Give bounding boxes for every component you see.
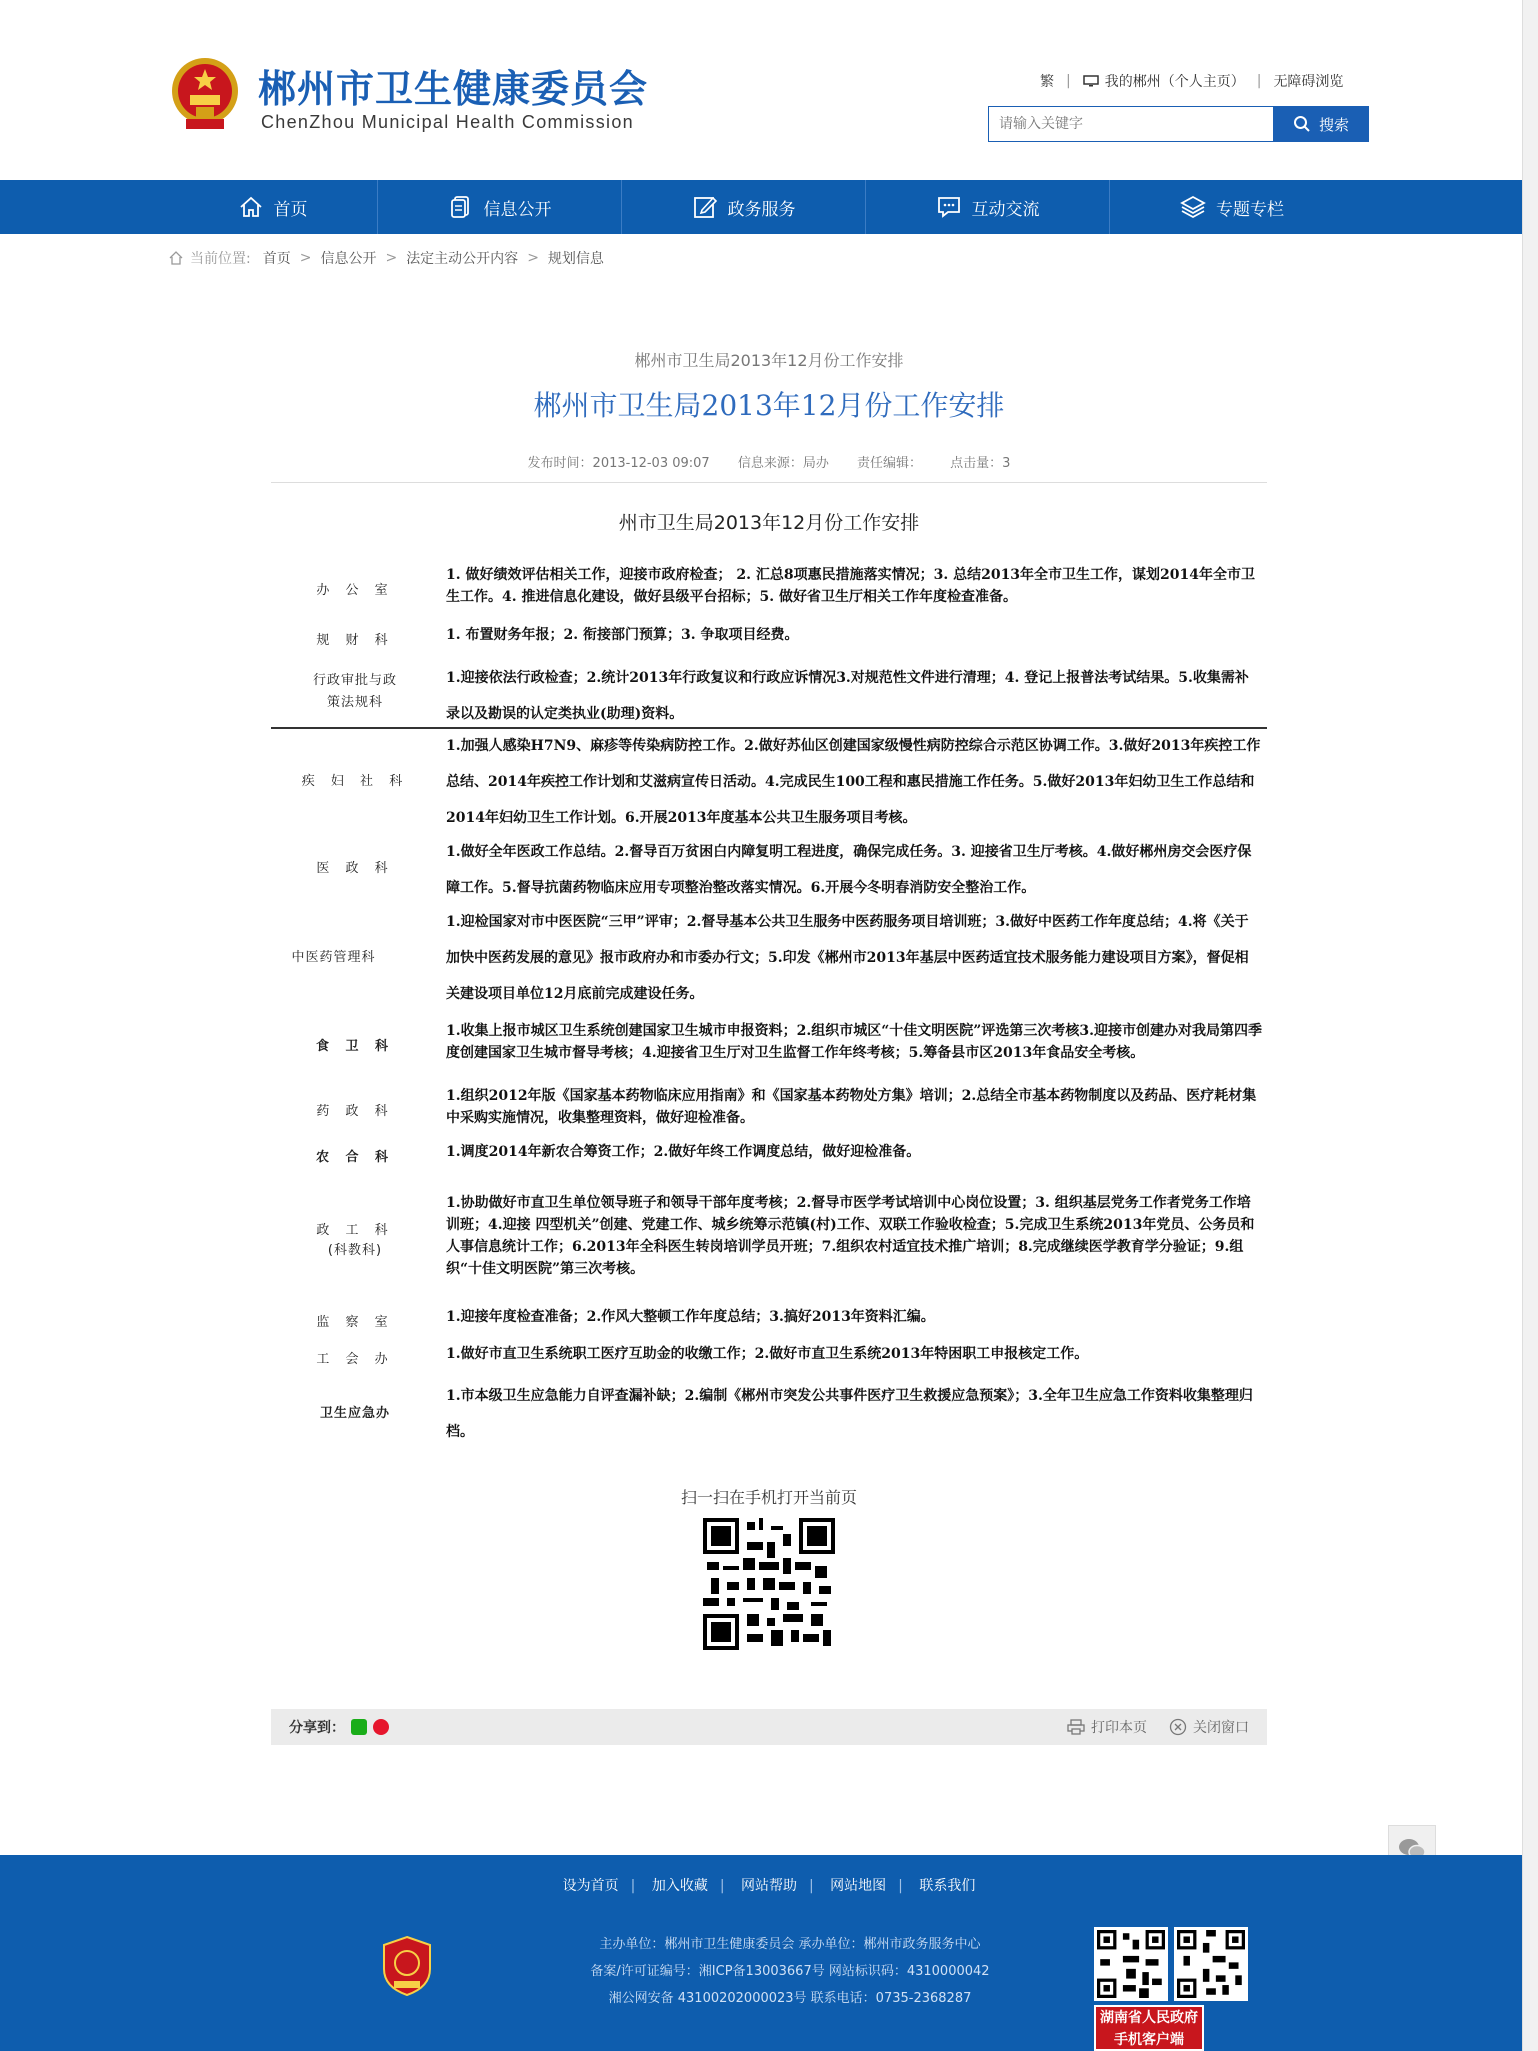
close-window-button[interactable] bbox=[1169, 1717, 1249, 1737]
my-page-link[interactable]: 我的郴州（个人主页） bbox=[1104, 74, 1245, 90]
breadcrumb-label: 当前位置: bbox=[190, 251, 251, 267]
dept-label: 医 政 科 bbox=[316, 861, 394, 876]
qr-code-icon bbox=[703, 1518, 835, 1650]
breadcrumb-item[interactable]: 信息公开 bbox=[320, 251, 377, 267]
nav-label: 政务服务 bbox=[727, 199, 796, 220]
footer-link[interactable]: 网站帮助 bbox=[741, 1878, 797, 1894]
national-emblem-icon bbox=[168, 55, 242, 135]
footer-info bbox=[530, 1931, 1050, 2012]
close-label: 关闭窗口 bbox=[1193, 1720, 1249, 1736]
footer-link[interactable]: 联系我们 bbox=[919, 1878, 976, 1894]
dept-label: 药 政 科 bbox=[316, 1104, 394, 1119]
dept-label: 卫生应急办 bbox=[319, 1406, 390, 1421]
breadcrumb-item[interactable]: 法定主动公开内容 bbox=[406, 251, 519, 267]
top-links bbox=[1040, 70, 1370, 92]
task-text: 1.调度2014年新农合筹资工作；2.做好年终工作调度总结，做好迎检准备。 bbox=[446, 1144, 921, 1160]
chevron-right-icon: > bbox=[527, 250, 539, 266]
dept-label: 行政审批与政策法规科 bbox=[312, 673, 397, 710]
site-name: 郴州市卫生健康委员会 bbox=[258, 67, 649, 111]
nav-label: 信息公开 bbox=[483, 199, 552, 220]
share-actions bbox=[1067, 1717, 1249, 1737]
nav-item-interaction[interactable] bbox=[866, 180, 1110, 234]
document-icon bbox=[448, 194, 474, 220]
task-text: 1.迎检国家对市中医医院“三甲”评审；2.督导基本公共卫生服务中医药服务项目培训班；3.做好中医药工作年度总结；4.将《关于加快中医药发展的意见》报市政府办和市委办行文；5.印发《郴州市2013年基层中医药适宜技术服务能力建设项目方案》，督促相关建设项目单位12月底前完成建设任务。 bbox=[446, 914, 1249, 1002]
footer-link[interactable]: 加入收藏 bbox=[651, 1878, 708, 1894]
qr-caption: 扫一扫在手机打开当前页 bbox=[680, 1488, 857, 1507]
nav-item-topics[interactable] bbox=[1110, 180, 1354, 234]
print-button[interactable] bbox=[1067, 1717, 1147, 1737]
traditional-chinese-link[interactable]: 繁 bbox=[1040, 74, 1054, 90]
wechat-icon[interactable] bbox=[351, 1719, 367, 1735]
footer-link[interactable]: 网站地图 bbox=[830, 1878, 887, 1894]
search-input[interactable] bbox=[988, 106, 1274, 142]
chevron-right-icon: > bbox=[385, 250, 398, 266]
edit-icon bbox=[692, 194, 718, 220]
layers-icon bbox=[1180, 194, 1206, 220]
footer-icp: 备案/许可证编号：湘ICP备13003667号 网站标识码：4310000042 bbox=[590, 1964, 990, 1979]
nav-item-home[interactable] bbox=[168, 180, 378, 234]
article-sub-title: 郴州市卫生局2013年12月份工作安排 bbox=[634, 351, 904, 370]
home-icon bbox=[238, 194, 264, 220]
nav-item-services[interactable] bbox=[622, 180, 866, 234]
weibo-icon[interactable] bbox=[373, 1719, 389, 1735]
separator: | bbox=[1066, 73, 1071, 89]
publish-time: 发布时间：2013-12-03 09:07 bbox=[527, 456, 710, 471]
task-text: 1.市本级卫生应急能力自评查漏补缺；2.编制《郴州市突发公共事件医疗卫生救援应急预案》；3.全年卫生应急工作资料收集整理归档。 bbox=[446, 1388, 1253, 1440]
nav-label: 互动交流 bbox=[971, 199, 1040, 220]
main-nav bbox=[0, 180, 1522, 234]
footer-police: 湘公网安备 43100202000023号 联系电话：0735-2368287 bbox=[608, 1991, 972, 2006]
dept-label: 规 财 科 bbox=[316, 633, 394, 648]
qr-code-icon bbox=[1094, 1927, 1168, 2001]
task-text: 1.组织2012年版《国家基本药物临床应用指南》和《国家基本药物处方集》培训；2.总结全市基本药物制度以及药品、医疗耗材集中采购实施情况，收集整理资料，做好迎检准备。 bbox=[446, 1088, 1257, 1126]
separator: | bbox=[1256, 73, 1262, 89]
task-text: 1.加强人感染H7N9、麻疹等传染病防控工作。2.做好苏仙区创建国家级慢性病防控综合示范区协调工作。3.做好2013年疾控工作总结、2014年疾控工作计划和艾滋病宣传日活动。4.完成民生100工程和惠民措施工作任务。5.做好2013年妇幼卫生工作总结和2014年妇幼卫生工作计划。6.开展2013年度基本公共卫生服务项目考核。 bbox=[446, 738, 1261, 826]
search-icon bbox=[1293, 115, 1311, 133]
nav-item-info[interactable] bbox=[378, 180, 622, 234]
monitor-icon bbox=[1083, 75, 1099, 87]
dept-label: 农 合 科 bbox=[315, 1150, 395, 1165]
dept-label: 食 卫 科 bbox=[315, 1039, 395, 1054]
article-title: 郴州市卫生局2013年12月份工作安排 bbox=[533, 389, 1005, 422]
task-text: 1.收集上报市城区卫生系统创建国家卫生城市申报资料；2.组织市城区“十佳文明医院”评选第三次考核3.迎接市创建办对我局第四季度创建国家卫生城市督导考核；4.迎接省卫生厅对卫生监督工作年终考核；5.筹备县市区2013年食品安全考核。 bbox=[446, 1023, 1262, 1061]
editor: 责任编辑： bbox=[857, 456, 923, 471]
dept-label: 工 会 办 bbox=[316, 1352, 394, 1367]
task-text: 1.迎接依法行政检查；2.统计2013年行政复议和行政应诉情况3.对规范性文件进行清理；4. 登记上报普法考试结果。5.收集需补录以及勘误的认定类执业(助理)资料。 bbox=[446, 670, 1249, 722]
dept-label: 疾 妇 社 科 bbox=[301, 774, 409, 789]
party-government-badge-icon[interactable] bbox=[380, 1935, 434, 1997]
search-button[interactable] bbox=[1273, 106, 1369, 142]
info-source: 信息来源：局办 bbox=[737, 456, 829, 471]
task-text: 1.做好市直卫生系统职工医疗互助金的收缴工作；2.做好市直卫生系统2013年特困职工申报核定工作。 bbox=[446, 1346, 1089, 1362]
task-text: 1. 做好绩效评估相关工作，迎接市政府检查； 2. 汇总8项惠民措施落实情况；3. 总结2013年全市卫生工作，谋划2014年全市卫生工作。4. 推进信息化建设，做好县级平台招标；5. 做好省卫生厅相关工作年度检查准备。 bbox=[446, 567, 1256, 605]
printer-icon bbox=[1067, 1719, 1085, 1735]
header bbox=[0, 0, 1538, 180]
click-count: 点击量：3 bbox=[950, 456, 1011, 471]
close-icon bbox=[1169, 1718, 1187, 1736]
nav-label: 专题专栏 bbox=[1216, 199, 1284, 220]
breadcrumb-item[interactable]: 首页 bbox=[262, 251, 291, 267]
qr-code-icon bbox=[1174, 1927, 1248, 2001]
task-text: 1. 布置财务年报；2. 衔接部门预算；3. 争取项目经费。 bbox=[446, 627, 799, 643]
dept-label: 监 察 室 bbox=[316, 1315, 394, 1330]
task-text: 1.做好全年医政工作总结。2.督导百万贫困白内障复明工程进度，确保完成任务。3. 迎接省卫生厅考核。4.做好郴州房交会医疗保障工作。5.督导抗菌药物临床应用专项整治整改落实情况。6.开展今冬明春消防安全整治工作。 bbox=[446, 844, 1252, 896]
share-label: 分享到： bbox=[289, 1720, 345, 1736]
footer-host: 主办单位：郴州市卫生健康委员会 承办单位：郴州市政务服务中心 bbox=[599, 1937, 981, 1952]
breadcrumb bbox=[168, 248, 604, 268]
site-name-en: ChenZhou Municipal Health Commission bbox=[261, 112, 634, 132]
gov-label-line2: 手机客户端 bbox=[1114, 2032, 1184, 2048]
scrollbar[interactable] bbox=[1522, 0, 1538, 2051]
dept-label: 政 工 科 bbox=[316, 1223, 394, 1238]
print-label: 打印本页 bbox=[1091, 1720, 1147, 1736]
gov-label-line1: 湖南省人民政府 bbox=[1100, 2010, 1198, 2026]
search-button-label: 搜索 bbox=[1318, 115, 1349, 134]
chat-icon bbox=[936, 194, 962, 220]
breadcrumb-item[interactable]: 规划信息 bbox=[547, 251, 604, 267]
chevron-right-icon: > bbox=[299, 250, 312, 266]
document-title: 州市卫生局2013年12月份工作安排 bbox=[618, 512, 920, 534]
dept-label: 中医药管理科 bbox=[291, 950, 376, 965]
accessible-browse-link[interactable]: 无障碍浏览 bbox=[1273, 74, 1344, 90]
divider bbox=[271, 482, 1267, 483]
nav-label: 首页 bbox=[273, 199, 308, 220]
task-text: 1.协助做好市直卫生单位领导班子和领导干部年度考核；2.督导市医学考试培训中心岗位设置；3. 组织基层党务工作者党务工作培训班；4.迎接 四型机关”创建、党建工作、城乡统筹示范镇(村)工作、双联工作验收检查；5.完成卫生系统2013年党员、公务员和人事信息统计工作；6.2013年全科医生转岗培训学员开班；7.组织农村适宜技术推广培训；8.完成继续医学教育学分验证；9.组织“十佳文明医院”第三次考核。 bbox=[446, 1195, 1255, 1277]
share-bar bbox=[271, 1709, 1267, 1745]
dept-label: 办 公 室 bbox=[316, 583, 394, 598]
dept-sub-label: (科教科) bbox=[327, 1243, 383, 1258]
footer-links: 设为首页 | 加入收藏 | 网站帮助 | 网站地图 | 联系我们 bbox=[562, 1878, 976, 1894]
home-icon bbox=[168, 250, 184, 266]
footer bbox=[0, 1855, 1522, 2051]
article-meta bbox=[271, 452, 1267, 471]
hunan-gov-app-badge[interactable] bbox=[1094, 2005, 1204, 2051]
footer-link[interactable]: 设为首页 bbox=[562, 1878, 619, 1894]
task-text: 1.迎接年度检查准备；2.作风大整顿工作年度总结；3.搞好2013年资料汇编。 bbox=[446, 1309, 935, 1325]
